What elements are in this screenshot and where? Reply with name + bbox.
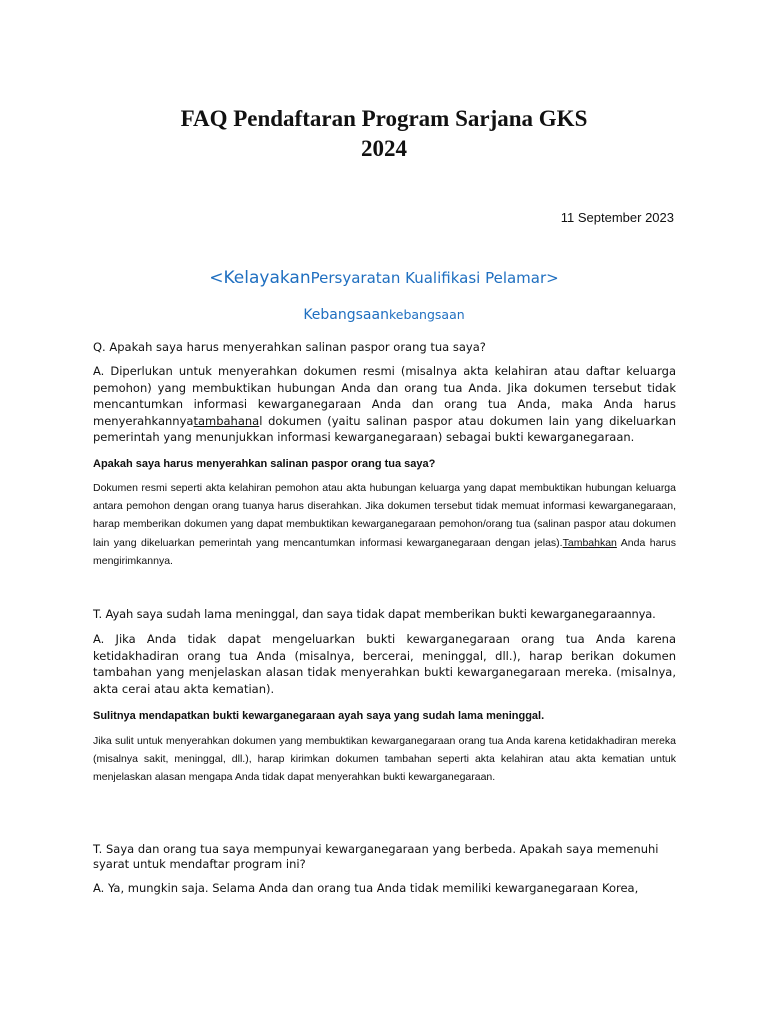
faq-3-question: T. Saya dan orang tua saya mempunyai kewarganegaraan yang berbeda. Apakah saya memenuhi syarat untuk mendaftar program ini?: [93, 842, 659, 871]
section-heading: [0, 268, 768, 288]
faq-2-answer-alt: Jika sulit untuk menyerahkan dokumen yang membuktikan kewarganegaraan orang tua Anda karena ketidakhadiran mereka (misalnya sakit, meninggal, dll.), harap kirimkan dokumen tambahan seperti akta kelahiran atau akta kematian untuk menjelaskan alasan mengapa Anda tidak dapat menyerahkan bukti kewarganegaraan.: [93, 735, 676, 784]
faq-1-answer-alt-text: Dokumen resmi seperti akta kelahiran pemohon atau akta hubungan keluarga yang dapat membuktikan hubungan keluarga antara pemohon dengan orang tuanya harus diserahkan. Jika dokumen tersebut tidak memuat informasi kewarganegaraan, harap memberikan dokumen yang dapat membuktikan kewarganegaraan pemohon/orang tua (salinan paspor atau dokumen lain yang dikeluarkan pemerintah yang mencantumkan informasi kewarganegaraan dengan jelas).: [93, 482, 676, 549]
faq-2-answer: A. Jika Anda tidak dapat mengeluarkan bukti kewarganegaraan orang tua Anda karena ketidakhadiran orang tua Anda (misalnya, bercerai, meninggal, dll.), harap berikan dokumen tambahan yang menjelaskan alasan tidak menyerahkan bukti kewarganegaraan mereka. (misalnya, akta cerai atau akta kematian).: [93, 632, 676, 696]
sub-heading: [0, 307, 768, 323]
faq-1-answer-alt-text-end: Anda harus mengirimkannya.: [93, 536, 677, 567]
title-line-1: FAQ Pendaftaran Program Sarjana GKS: [180, 106, 588, 131]
faq-1-answer-underlined: tambahana: [193, 413, 260, 428]
faq-1-answer-alt: [93, 479, 676, 570]
faq-3-answer: A. Ya, mungkin saja. Selama Anda dan orang tua Anda tidak memiliki kewarganegaraan Korea,: [93, 881, 639, 895]
faq-1-answer-alt-underlined: Tambahkan: [562, 536, 617, 549]
title-line-2: 2024: [361, 136, 407, 161]
faq-1-answer-text: A. Diperlukan untuk menyerahkan dokumen resmi (misalnya akta kelahiran atau daftar keluarga pemohon) yang membuktikan hubungan Anda dan orang tua Anda. Jika dokumen tersebut tidak mencantumkan informasi kewarganegaraan Anda dan orang tua Anda, maka Anda harus menyerahkannya: [93, 364, 676, 428]
faq-1-answer: [93, 363, 676, 446]
sub-heading-part-b: kebangsaan: [388, 307, 465, 322]
faq-2-question: T. Ayah saya sudah lama meninggal, dan saya tidak dapat memberikan bukti kewarganegaraannya.: [93, 607, 656, 621]
faq-2-question-alt: Sulitnya mendapatkan bukti kewarganegaraan ayah saya yang sudah lama meninggal.: [93, 710, 545, 722]
document-date: 11 September 2023: [560, 210, 674, 225]
section-heading-part-a: <Kelayakan: [209, 268, 311, 288]
faq-1-question: Q. Apakah saya harus menyerahkan salinan paspor orang tua saya?: [93, 340, 486, 354]
faq-1-answer-text-end: l dokumen (yaitu salinan paspor atau dokumen lain yang dikeluarkan pemerintah yang menunjukkan informasi kewarganegaraan) sebagai bukti kewarganegaraan.: [93, 413, 676, 444]
sub-heading-part-a: Kebangsaan: [303, 307, 389, 323]
section-heading-part-b: Persyaratan Kualifikasi Pelamar>: [310, 269, 559, 287]
document-title: [0, 104, 768, 164]
faq-1-question-alt: Apakah saya harus menyerahkan salinan paspor orang tua saya?: [93, 458, 436, 470]
